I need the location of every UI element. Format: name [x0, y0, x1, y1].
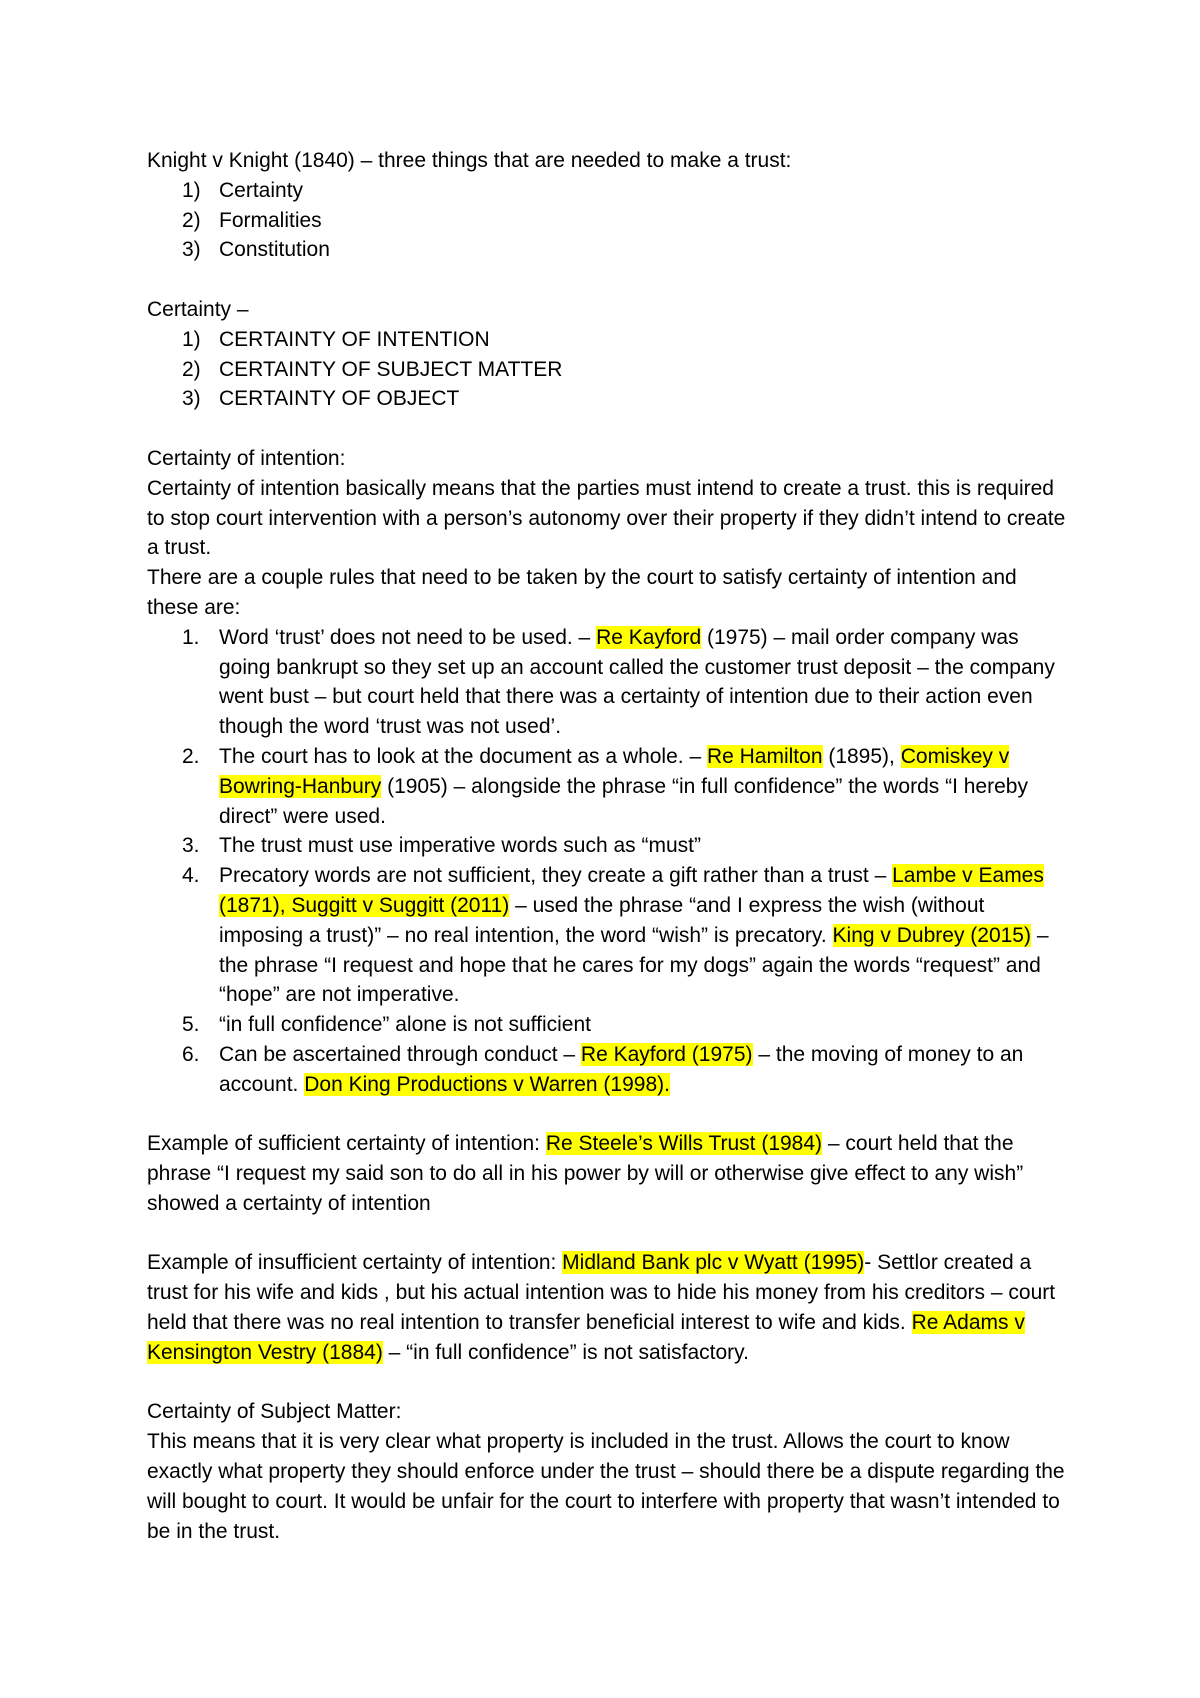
list-item — [147, 235, 1067, 265]
case-citation-highlight: Re Adams v Kensington Vestry (1884) — [147, 1311, 1025, 1364]
text-segment: Word ‘trust’ does not need to be used. – — [219, 625, 597, 649]
list-number: 1. — [182, 625, 200, 649]
certainty-heading: Certainty – — [147, 297, 249, 321]
case-citation-highlight: Re Kayford — [596, 625, 702, 649]
case-citation-highlight: Re Hamilton — [706, 744, 823, 768]
list-number: 3) — [182, 387, 201, 411]
subject-matter-heading: Certainty of Subject Matter: — [147, 1400, 402, 1424]
list-number: 1) — [182, 178, 201, 202]
list-item-text: Constitution — [219, 238, 330, 262]
list-item — [147, 325, 1067, 355]
text-segment: - Settlor created a trust for his wife and kids , but his actual intention was to hide his money from his creditors – court held that there was no real intention to transfer beneficial interest to wife and kids. — [147, 1251, 1056, 1335]
text-segment: – the phrase “I request and hope that he cares for my dogs” again the words “request” and “hope” are not imperative. — [219, 923, 1049, 1007]
list-number: 5. — [182, 1013, 200, 1037]
list-item — [147, 176, 1067, 206]
intro-heading: Knight v Knight (1840) – three things that are needed to make a trust: — [147, 149, 792, 172]
list-item — [147, 355, 1067, 385]
list-item — [147, 831, 1067, 861]
list-item — [147, 1010, 1067, 1040]
case-citation-highlight: Comiskey v Bowring-Hanbury — [219, 744, 1010, 798]
text-segment: (1905) – alongside the phrase “in full confidence” the words “I hereby direct” were used. — [219, 774, 1028, 828]
intention-rules-list — [147, 623, 1067, 1100]
intention-heading: Certainty of intention: — [147, 446, 346, 470]
list-number: 1) — [182, 327, 201, 351]
example-sufficient-paragraph — [147, 1129, 1067, 1218]
text-segment: The trust must use imperative words such as “must” — [219, 834, 701, 858]
text-segment: Can be ascertained through conduct – — [219, 1042, 581, 1066]
document-page — [147, 146, 1067, 1546]
list-number: 2) — [182, 357, 201, 381]
case-citation-highlight: Lambe v Eames (1871), Suggitt v Suggitt (2011) — [219, 864, 1044, 917]
list-item — [147, 861, 1067, 1010]
list-item-text: Formalities — [219, 208, 322, 232]
list-number: 4. — [182, 864, 200, 888]
subject-matter-paragraph: This means that it is very clear what property is included in the trust. Allows the court to know exactly what property they should enforce under the trust – should there be a dispute regarding the will bought to court. It would be unfair for the court to interfere with property that wasn’t intended to be in the trust. — [147, 1430, 1065, 1543]
text-segment: The court has to look at the document as a whole. – — [219, 744, 707, 768]
list-number: 3) — [182, 238, 201, 262]
text-segment: Precatory words are not sufficient, they create a gift rather than a trust – — [219, 864, 893, 888]
list-item — [147, 384, 1067, 414]
text-segment: – used the phrase “and I express the wish (without imposing a trust)” – no real intention, the word “wish” is precatory. — [219, 893, 985, 947]
case-citation-highlight: Re Kayford (1975) — [580, 1042, 753, 1066]
example-insufficient-paragraph — [147, 1248, 1067, 1367]
text-segment: “in full confidence” alone is not sufficient — [219, 1013, 591, 1037]
list-item — [147, 1040, 1067, 1100]
case-citation-highlight: Re Steele’s Wills Trust (1984) — [545, 1132, 823, 1156]
list-number: 3. — [182, 834, 200, 858]
list-item-text: CERTAINTY OF INTENTION — [219, 327, 490, 351]
case-citation-highlight: Midland Bank plc v Wyatt (1995) — [562, 1251, 865, 1275]
case-citation-highlight: Don King Productions v Warren (1998). — [304, 1072, 670, 1096]
list-item — [147, 206, 1067, 236]
list-number: 2. — [182, 744, 200, 768]
text-segment: – “in full confidence” is not satisfactory. — [382, 1340, 749, 1364]
text-segment: Example of sufficient certainty of intention: — [147, 1132, 546, 1156]
list-item — [147, 742, 1067, 831]
text-segment: – court held that the phrase “I request my said son to do all in his power by will or otherwise give effect to any wish” showed a certainty of intention — [147, 1132, 1024, 1215]
list-item-text: CERTAINTY OF SUBJECT MATTER — [219, 357, 563, 381]
case-citation-highlight: King v Dubrey (2015) — [832, 923, 1031, 947]
list-item-text: Certainty — [219, 178, 304, 202]
list-number: 2) — [182, 208, 201, 232]
list-number: 6. — [182, 1042, 200, 1066]
list-item-text: CERTAINTY OF OBJECT — [219, 387, 460, 411]
text-segment: (1975) – mail order company was going bankrupt so they set up an account called the customer trust deposit – the company went bust – but court held that there was a certainty of intention due to their action even though the word ‘trust was not used’. — [219, 625, 1055, 739]
text-segment: – the moving of money to an account. — [219, 1042, 1024, 1096]
intention-rules-intro: There are a couple rules that need to be taken by the court to satisfy certainty of intention and these are: — [147, 566, 1017, 619]
intro-list — [147, 176, 1067, 265]
text-segment: (1895), — [822, 744, 901, 768]
text-segment: Example of insufficient certainty of intention: — [147, 1251, 563, 1275]
intention-paragraph: Certainty of intention basically means that the parties must intend to create a trust. this is required to stop court intervention with a person’s autonomy over their property if they didn’t intend to create a trust. — [147, 476, 1066, 560]
certainty-list — [147, 325, 1067, 414]
list-item — [147, 623, 1067, 742]
